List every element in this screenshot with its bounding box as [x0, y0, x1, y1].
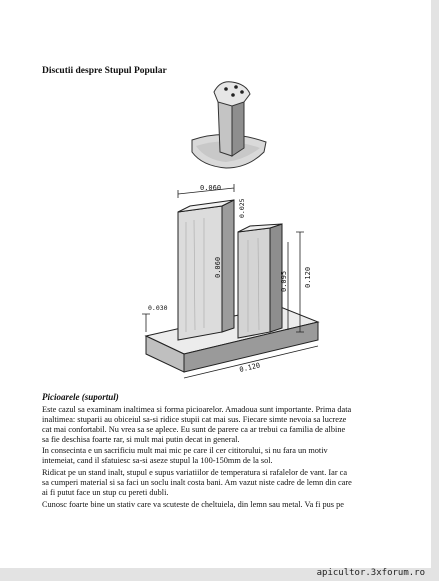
paragraph-line: sa fie deschisa foarte rar, si mult mai putin decat in general.: [42, 435, 240, 444]
dim-label-post: 0.025: [238, 198, 246, 218]
paragraph-line: Cunosc foarte bine un stativ care va scuteste de cheltuiela, din lemn sau metal. Va fi pus pe: [42, 500, 344, 509]
paragraph-line: ai fi putut face un stup cu pereti dubli.: [42, 488, 169, 497]
stand-dimension-drawing: [128, 182, 326, 386]
paragraph-line: Ridicat pe un stand inalt, stupul e supus variatiilor de temperatura si rafalelor de vant. Iar ca: [42, 468, 348, 477]
paragraph-line: Este cazul sa examinam inaltimea si forma picioarelor. Amadoua sunt importante. Prima data: [42, 405, 352, 414]
dim-label-base: 0.120: [238, 361, 261, 374]
paragraph-line: sa cumperi material si sa faci un soclu inalt costa bani. Am vazut niste cadre de lemn din care: [42, 478, 352, 487]
post-side: [232, 98, 244, 156]
dim-label-top: 0.060: [200, 184, 222, 192]
site-watermark: apicultor.3xforum.ro: [316, 568, 425, 578]
dim-label-height-left: 0.060: [214, 256, 222, 278]
post-front: [218, 100, 232, 156]
dim-label-height-right: 0.120: [304, 266, 312, 288]
post-illustration: [188, 76, 268, 170]
left-board-side: [222, 200, 234, 332]
dim-label-side: 0.030: [148, 304, 168, 312]
paragraph-line: intemeiat, cand il sfatuiesc sa-si aseze stupul la 100-150mm de la sol.: [42, 456, 273, 465]
paragraph-line: cat mai confortabil. Nu vrea sa se aplece. Eu sunt de parere ca ar trebui ca familia de albine: [42, 425, 346, 434]
paragraph-line: inaltimea: stuparii au obiceiul sa-si ridice stupii cat mai sus. Fiecare simte nevoia sa lucreze: [42, 415, 347, 424]
nail-hole: [224, 87, 228, 91]
nail-hole: [231, 93, 235, 97]
nail-hole: [234, 85, 238, 89]
dimension-line-side: [142, 314, 150, 332]
right-board-front: [238, 228, 270, 338]
section-title: Picioarele (suportul): [42, 392, 119, 402]
paragraph-line: In consecinta e un sacrificiu mult mai mic pe care il cer cititorului, si nu fara un motiv: [42, 446, 328, 455]
document-title: Discutii despre Stupul Popular: [42, 66, 167, 76]
dim-label-height-mid: 0.095: [280, 270, 288, 292]
nail-hole: [240, 90, 244, 94]
